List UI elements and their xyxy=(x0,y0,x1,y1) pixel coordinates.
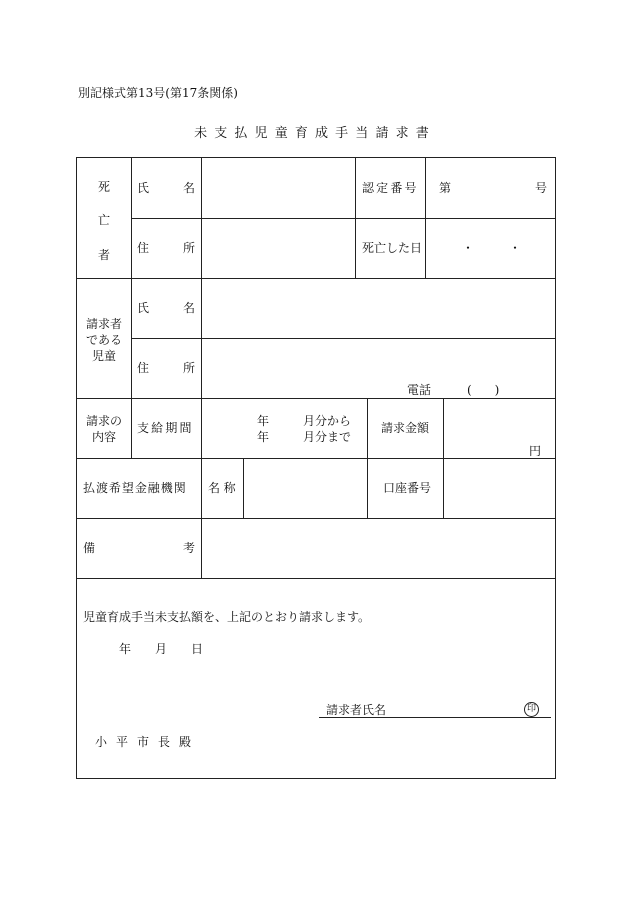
account-no-label: 口座番号 xyxy=(383,481,432,495)
declaration-text: 児童育成手当未支払額を、上記のとおり請求します。 xyxy=(83,610,371,624)
cert-no-prefix: 第 xyxy=(439,181,452,195)
deceased-section-label-3: 者 xyxy=(98,248,111,262)
death-date-label: 死亡した日 xyxy=(362,241,423,255)
signature-underline xyxy=(319,717,551,718)
col-divider xyxy=(367,398,368,518)
col-divider xyxy=(131,158,132,398)
form-id: 別記様式第13号(第17条関係) xyxy=(78,86,238,100)
claimant-section-label-3: 児童 xyxy=(91,349,116,363)
signature-field[interactable] xyxy=(319,698,551,716)
period-to-year: 年 xyxy=(257,430,270,444)
claim-section-label-1: 請求の xyxy=(85,414,122,428)
col-divider xyxy=(131,398,132,458)
cert-no-label: 認定番号 xyxy=(362,181,419,195)
addressee: 小平市長殿 xyxy=(95,735,201,749)
deceased-address-label: 住 所 xyxy=(137,241,195,255)
signature-label: 請求者氏名 xyxy=(326,703,387,717)
period-from-year: 年 xyxy=(257,414,270,428)
phone-parentheses: ( ) xyxy=(467,383,500,397)
remarks-field[interactable] xyxy=(202,519,554,577)
death-date-field[interactable] xyxy=(426,219,554,277)
bank-label: 払渡希望金融機関 xyxy=(83,481,187,495)
bank-name-label: 名称 xyxy=(208,481,240,495)
date-day: 日 xyxy=(191,642,204,656)
cert-no-suffix: 号 xyxy=(535,181,548,195)
payment-period-label: 支給期間 xyxy=(137,421,194,435)
deceased-address-field[interactable] xyxy=(202,219,354,277)
seal-mark: 印 xyxy=(524,702,539,717)
claimant-address-label: 住 所 xyxy=(137,361,195,375)
claimant-section-label-2: である xyxy=(85,333,122,347)
deceased-name-field[interactable] xyxy=(202,159,354,217)
claim-amount-label: 請求金額 xyxy=(381,421,430,435)
deceased-section-label-1: 死 xyxy=(98,180,111,194)
date-year: 年 xyxy=(119,642,132,656)
death-date-separator: ・ xyxy=(462,241,475,255)
deceased-name-label: 氏 名 xyxy=(137,181,195,195)
cert-no-field[interactable] xyxy=(453,159,533,217)
claimant-address-field[interactable] xyxy=(202,339,554,397)
form-title: 未支払児童育成手当請求書 xyxy=(194,126,436,141)
col-divider xyxy=(355,158,356,278)
period-to-month: 月分まで xyxy=(303,430,352,444)
date-month: 月 xyxy=(155,642,168,656)
claimant-section-label-1: 請求者 xyxy=(85,317,122,331)
remarks-label: 備 考 xyxy=(83,541,195,555)
phone-label: 電話 xyxy=(407,383,432,397)
account-no-field[interactable] xyxy=(444,459,554,517)
amount-unit: 円 xyxy=(529,444,542,458)
bank-name-field[interactable] xyxy=(244,459,366,517)
deceased-section-label-2: 亡 xyxy=(98,213,111,227)
period-from-month: 月分から xyxy=(303,414,352,428)
payment-period-field[interactable] xyxy=(202,399,366,457)
row-divider xyxy=(77,578,555,579)
death-date-separator: ・ xyxy=(509,241,522,255)
claim-section-label-2: 内容 xyxy=(91,430,116,444)
claimant-name-label: 氏 名 xyxy=(137,301,195,315)
claim-form xyxy=(76,157,556,779)
claimant-name-field[interactable] xyxy=(202,279,554,337)
